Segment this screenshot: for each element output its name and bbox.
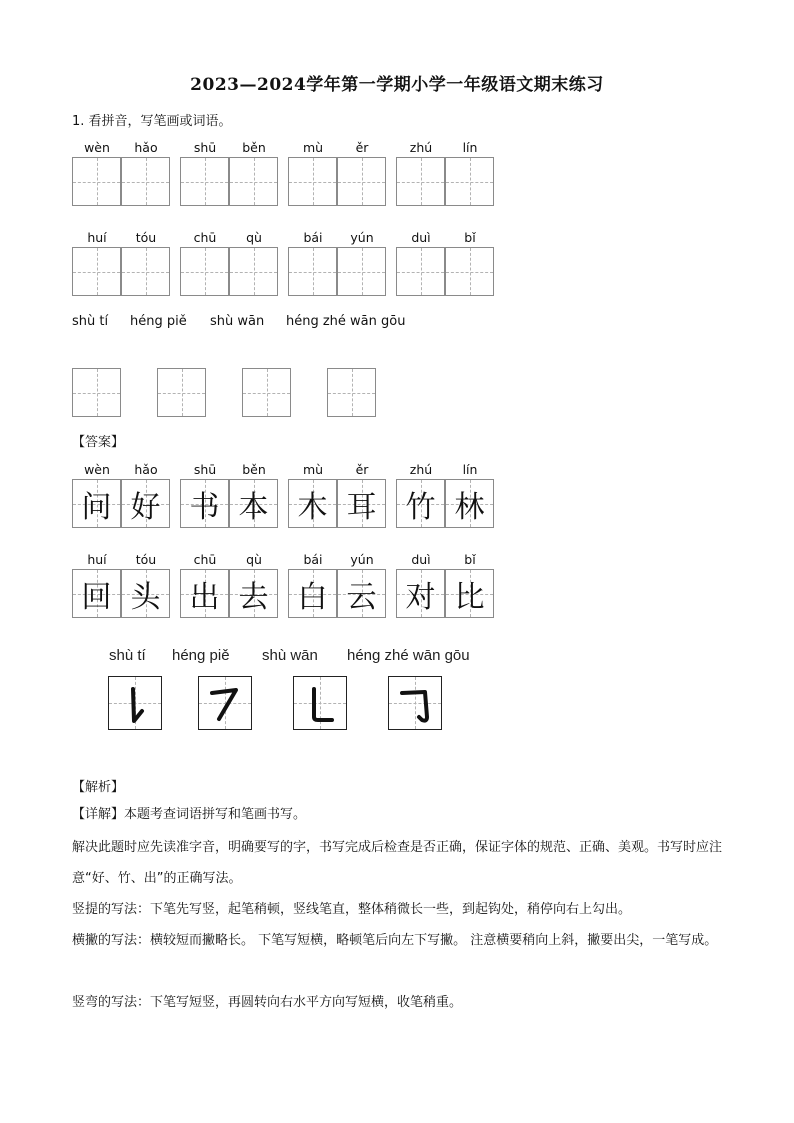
writing-box[interactable] bbox=[121, 157, 170, 206]
pinyin: qù bbox=[246, 230, 262, 245]
pinyin: hǎo bbox=[134, 140, 158, 155]
writing-box[interactable] bbox=[229, 157, 278, 206]
answer-char-box bbox=[72, 479, 121, 528]
pinyin: běn bbox=[242, 140, 266, 155]
pinyin: lín bbox=[462, 462, 478, 477]
stroke-box[interactable] bbox=[242, 368, 291, 417]
pinyin: wèn bbox=[84, 140, 110, 155]
stroke-pinyin: héng piě bbox=[172, 647, 230, 664]
stroke-box[interactable] bbox=[327, 368, 376, 417]
pinyin: tóu bbox=[135, 230, 157, 245]
pinyin: huí bbox=[87, 552, 107, 567]
analysis-paragraph: 解决此题时应先读准字音，明确要写的字，书写完成后检查是否正确，保证字体的规范、正确、美观。书写时应注意“好、竹、出”的正确写法。 bbox=[72, 840, 723, 886]
pinyin: hǎo bbox=[134, 462, 158, 477]
pinyin: zhú bbox=[409, 140, 433, 155]
answer-char: 好 bbox=[130, 489, 161, 525]
stroke-pinyin: shù wān bbox=[210, 314, 265, 329]
pinyin: yún bbox=[350, 552, 374, 567]
stroke-answer-box bbox=[293, 676, 347, 730]
answer-char-box bbox=[445, 569, 494, 618]
stroke-box[interactable] bbox=[72, 368, 121, 417]
pinyin: ěr bbox=[355, 140, 369, 155]
writing-box[interactable] bbox=[121, 247, 170, 296]
pinyin: chū bbox=[193, 552, 217, 567]
answer-char: 回 bbox=[81, 579, 112, 615]
answer-char-box bbox=[180, 479, 229, 528]
answer-char: 耳 bbox=[346, 489, 377, 525]
pinyin: yún bbox=[350, 230, 374, 245]
answer-char-box bbox=[288, 479, 337, 528]
pinyin: qù bbox=[246, 552, 262, 567]
writing-box[interactable] bbox=[445, 157, 494, 206]
answer-char: 本 bbox=[238, 489, 269, 525]
writing-box[interactable] bbox=[288, 157, 337, 206]
answer-char-box bbox=[121, 479, 170, 528]
analysis-paragraph: 竖弯的写法：下笔写短竖，再圆转向右水平方向写短横，收笔稍重。 bbox=[72, 995, 463, 1010]
answer-char: 问 bbox=[81, 489, 112, 525]
writing-box[interactable] bbox=[396, 247, 445, 296]
writing-box[interactable] bbox=[229, 247, 278, 296]
answer-char-box bbox=[337, 479, 386, 528]
answer-char: 书 bbox=[189, 489, 220, 525]
answer-char: 木 bbox=[297, 489, 328, 525]
pinyin: běn bbox=[242, 462, 266, 477]
answer-char-box bbox=[396, 569, 445, 618]
answer-char-box bbox=[396, 479, 445, 528]
pinyin: mù bbox=[302, 140, 324, 155]
answer-char: 竹 bbox=[405, 489, 436, 525]
writing-box[interactable] bbox=[337, 247, 386, 296]
stroke-pinyin: héng piě bbox=[130, 314, 187, 329]
analysis-paragraph: 竖提的写法：下笔先写竖，起笔稍顿，竖线笔直，整体稍微长一些，到起钩处，稍停向右上勾出。 bbox=[72, 902, 632, 917]
writing-box[interactable] bbox=[396, 157, 445, 206]
pinyin: bǐ bbox=[464, 230, 476, 245]
stroke-answer-box bbox=[198, 676, 252, 730]
pinyin: shū bbox=[193, 462, 217, 477]
answer-char: 对 bbox=[405, 579, 436, 615]
stroke-pinyin: shù wān bbox=[262, 647, 318, 664]
pinyin: bái bbox=[303, 230, 323, 245]
page-title: 2023—2024学年第一学期小学一年级语文期末练习 bbox=[190, 75, 604, 95]
answer-char: 头 bbox=[130, 579, 161, 615]
pinyin: tóu bbox=[135, 552, 157, 567]
answer-char-box bbox=[288, 569, 337, 618]
pinyin: duì bbox=[411, 552, 431, 567]
pinyin: chū bbox=[193, 230, 217, 245]
pinyin: wèn bbox=[84, 462, 110, 477]
answer-char-box bbox=[229, 479, 278, 528]
stroke-pinyin: shù tí bbox=[109, 647, 146, 664]
analysis-paragraph: 【详解】本题考查词语拼写和笔画书写。 bbox=[72, 807, 307, 822]
heng-pie-stroke-icon bbox=[199, 677, 253, 731]
pinyin: zhú bbox=[409, 462, 433, 477]
answer-char: 比 bbox=[454, 579, 485, 615]
pinyin: shū bbox=[193, 140, 217, 155]
writing-box[interactable] bbox=[72, 247, 121, 296]
answer-label: 【答案】 bbox=[72, 435, 125, 450]
pinyin: ěr bbox=[355, 462, 369, 477]
pinyin: lín bbox=[462, 140, 478, 155]
answer-char-box bbox=[337, 569, 386, 618]
shu-wan-stroke-icon bbox=[294, 677, 348, 731]
writing-box[interactable] bbox=[445, 247, 494, 296]
pinyin: bǐ bbox=[464, 552, 476, 567]
question-1: 1. 看拼音，写笔画或词语。 bbox=[72, 114, 232, 129]
pinyin: duì bbox=[411, 230, 431, 245]
answer-char-box bbox=[72, 569, 121, 618]
writing-box[interactable] bbox=[288, 247, 337, 296]
analysis-label: 【解析】 bbox=[72, 780, 125, 795]
pinyin: bái bbox=[303, 552, 323, 567]
answer-char-box bbox=[180, 569, 229, 618]
answer-char: 林 bbox=[454, 489, 485, 525]
answer-char: 出 bbox=[189, 579, 220, 615]
stroke-pinyin: héng zhé wān gōu bbox=[347, 647, 470, 664]
writing-box[interactable] bbox=[180, 157, 229, 206]
answer-char: 白 bbox=[297, 579, 328, 615]
stroke-pinyin: shù tí bbox=[72, 314, 109, 329]
stroke-answer-box bbox=[388, 676, 442, 730]
writing-box[interactable] bbox=[72, 157, 121, 206]
analysis-paragraph: 横撇的写法：横较短而撇略长。 下笔写短横，略顿笔后向左下写撇。 注意横要稍向上斜，撇要出尖，一笔写成。 bbox=[72, 933, 718, 948]
stroke-pinyin: héng zhé wān gōu bbox=[286, 314, 406, 329]
answer-char-box bbox=[229, 569, 278, 618]
writing-box[interactable] bbox=[337, 157, 386, 206]
answer-char: 云 bbox=[346, 579, 377, 615]
shu-ti-stroke-icon bbox=[109, 677, 163, 731]
heng-zhe-wan-gou-stroke-icon bbox=[389, 677, 443, 731]
stroke-box[interactable] bbox=[157, 368, 206, 417]
answer-char: 去 bbox=[238, 579, 269, 615]
stroke-answer-box bbox=[108, 676, 162, 730]
pinyin: mù bbox=[302, 462, 324, 477]
answer-char-box bbox=[121, 569, 170, 618]
writing-box[interactable] bbox=[180, 247, 229, 296]
pinyin: huí bbox=[87, 230, 107, 245]
answer-char-box bbox=[445, 479, 494, 528]
